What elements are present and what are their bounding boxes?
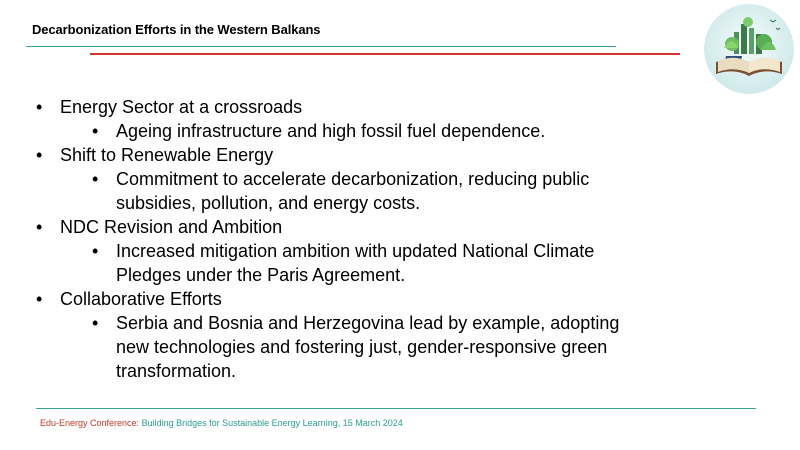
slide-title: Decarbonization Efforts in the Western Balkans — [32, 22, 321, 37]
footer-text: Building Bridges for Sustainable Energy Learning, 15 March 2024 — [141, 418, 403, 428]
bullet-list — [34, 95, 634, 383]
sub-bullet-item: • Increased mitigation ambition with updated National Climate Pledges under the Paris Agreement. — [90, 239, 634, 287]
bullet-text: Energy Sector at a crossroads — [60, 97, 303, 117]
sub-bullet-item: • Commitment to accelerate decarbonization, reducing public subsidies, pollution, and energy costs. — [90, 167, 634, 215]
bullet-item — [34, 95, 634, 143]
sub-bullet-list — [60, 167, 634, 215]
bullet-text: Collaborative Efforts — [60, 289, 222, 309]
bullet-text: NDC Revision and Ambition — [60, 217, 283, 237]
sub-bullet-list — [60, 119, 634, 143]
sub-bullet-list — [60, 311, 634, 383]
bullet-text: Shift to Renewable Energy — [60, 145, 274, 165]
bullet-item — [34, 143, 634, 215]
title-underline-red — [90, 53, 680, 55]
book-logo-icon — [704, 4, 794, 94]
footer-label: Edu-Energy Conference: — [40, 418, 140, 428]
footer-divider — [36, 408, 756, 409]
bullet-item — [34, 215, 634, 287]
sub-bullet-item: • Serbia and Bosnia and Herzegovina lead by example, adopting new technologies and fostering just, gender-responsive green transformation. — [90, 311, 634, 383]
footer — [40, 418, 403, 428]
sub-bullet-list — [60, 239, 634, 287]
title-underline-teal — [26, 46, 616, 47]
sub-bullet-item: • Ageing infrastructure and high fossil fuel dependence. — [90, 119, 634, 143]
bullet-item — [34, 287, 634, 383]
